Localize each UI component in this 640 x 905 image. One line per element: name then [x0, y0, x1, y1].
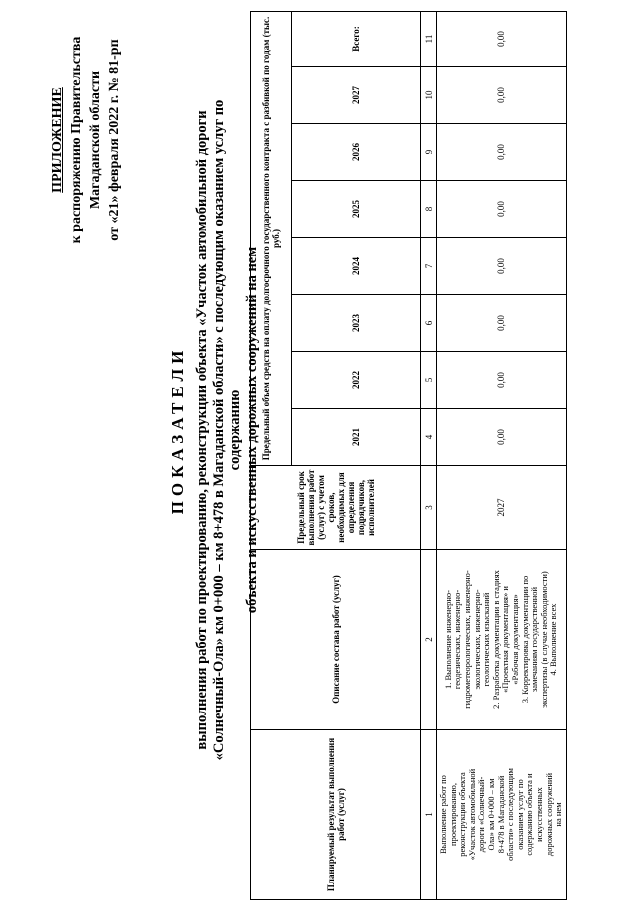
appendix-line: к распоряжению Правительства	[69, 36, 84, 244]
column-number: 7	[421, 238, 437, 295]
value-cell: 0,00	[437, 238, 567, 295]
value-cell: 0,00	[437, 181, 567, 238]
column-number: 4	[421, 409, 437, 466]
header-year: 2025	[292, 181, 421, 238]
result-line: Выполнение работ по	[438, 775, 448, 854]
indicators-table	[250, 11, 567, 900]
appendix-block	[48, 0, 124, 285]
table-row	[437, 11, 567, 899]
value-cell: 0,00	[437, 409, 567, 466]
description-cell	[437, 550, 567, 730]
description-line: экологических, инженерно-	[471, 589, 482, 690]
heading-title: ПОКАЗАТЕЛИ	[168, 345, 187, 515]
result-line: на нем	[553, 802, 564, 827]
description-line: экспертизы (в случае необходимости)	[538, 571, 549, 708]
planned-result-cell	[437, 730, 567, 900]
column-number: 11	[421, 11, 437, 66]
description-line: 2. Разработка документации в стадиях	[490, 570, 501, 709]
appendix-date-number: от «21» февраля 2022 г. № 81-рп	[107, 39, 122, 241]
column-number: 3	[421, 466, 437, 550]
header-year: 2027	[292, 67, 421, 124]
header-planned-result: Планируемый результат выполнения работ (услуг)	[251, 730, 421, 900]
result-line: «Участок автомобильной	[466, 768, 477, 861]
document-heading	[168, 85, 260, 775]
appendix-line: Магаданской области	[88, 70, 103, 210]
result-line: содержанию объекта и	[524, 773, 535, 856]
description-line: 3. Корректировка документации по	[519, 575, 530, 704]
result-line: области» с последующим	[505, 768, 516, 861]
heading-subtitle-line: «Солнечный-Ола» км 0+000 – км 8+478 в Магаданской области» с последующим оказанием услуг по содержанию	[210, 99, 243, 761]
result-line: искусственных	[533, 787, 544, 842]
header-year: 2022	[292, 352, 421, 409]
result-line: реконструкции объекта	[457, 772, 468, 857]
header-deadline: Предельный срок выполнения работ (услуг) с учетом сроков, необходимых для определения подрядчиков, исполнителей	[251, 466, 421, 550]
heading-subtitle-line: выполнения работ по проектированию, реконструкции объекта «Участок автомобильной дороги	[194, 110, 210, 750]
description-line: «Проектная документация» и	[500, 586, 511, 693]
result-line: 8+478 в Магаданской	[495, 775, 506, 854]
appendix-title: ПРИЛОЖЕНИЕ	[50, 87, 65, 193]
value-cell: 0,00	[437, 352, 567, 409]
header-year: 2024	[292, 238, 421, 295]
result-line: оказанием услуг по	[514, 779, 525, 850]
result-line: проектированию,	[447, 783, 458, 846]
total-cell: 0,00	[437, 11, 567, 66]
description-line: геологических изысканий	[481, 592, 492, 687]
result-line: дорожных сооружений	[543, 772, 554, 857]
deadline-cell: 2027	[437, 466, 567, 550]
column-number: 1	[421, 730, 437, 900]
header-description: Описание состава работ (услуг)	[251, 550, 421, 730]
column-number: 9	[421, 124, 437, 181]
header-funding-volume: Предельный объем средств на оплату долгосрочного государственного контракта с разбивкой по годам (тыс. руб.)	[251, 11, 292, 465]
description-line: 4. Выполнение всех	[548, 603, 559, 676]
header-year: 2021	[292, 409, 421, 466]
column-number: 2	[421, 550, 437, 730]
header-year: 2026	[292, 124, 421, 181]
description-line: замечаниям государственной	[529, 586, 540, 693]
description-line: «Рабочая документация»	[509, 594, 520, 685]
value-cell: 0,00	[437, 295, 567, 352]
header-total: Всего:	[292, 11, 421, 66]
description-line: 1. Выполнение инженерно-	[442, 590, 453, 689]
description-line: геодезических, инженерно-	[452, 589, 463, 690]
column-number: 5	[421, 352, 437, 409]
value-cell: 0,00	[437, 67, 567, 124]
heading-subtitle-line: объекта и искусственных дорожных сооружений на нем	[243, 246, 260, 614]
column-number: 6	[421, 295, 437, 352]
description-line: гидрометеорологических, инженерно-	[461, 570, 472, 709]
column-number: 10	[421, 67, 437, 124]
header-year: 2023	[292, 295, 421, 352]
column-number: 8	[421, 181, 437, 238]
value-cell: 0,00	[437, 124, 567, 181]
result-line: Ола» км 0+000 – км	[485, 778, 496, 851]
result-line: дороги «Солнечный-	[476, 776, 487, 853]
